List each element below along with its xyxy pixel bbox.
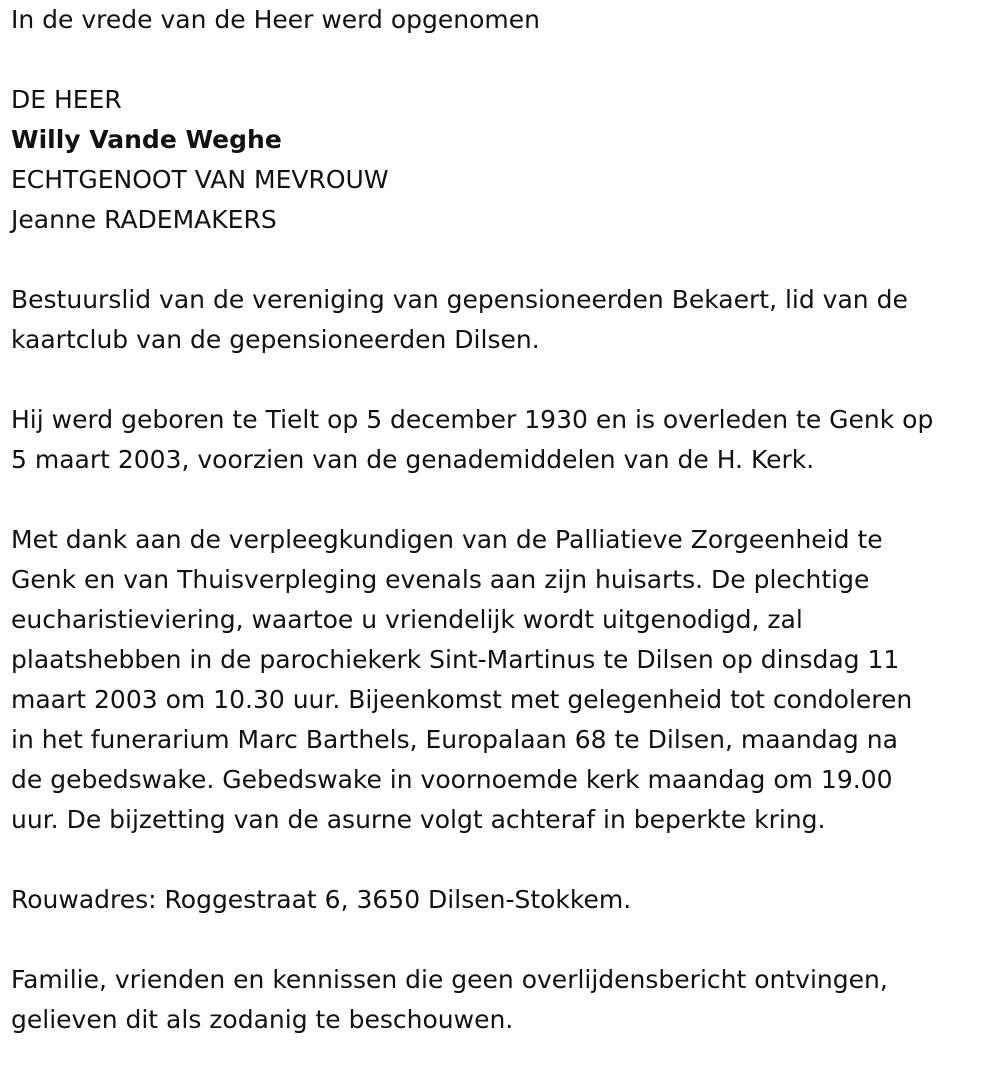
paragraph-line: Bestuurslid van de vereniging van gepensioneerden Bekaert, lid van de xyxy=(11,285,908,314)
obituary-notice xyxy=(11,0,996,1040)
thanks-service-paragraph xyxy=(11,520,996,840)
paragraph-line: in het funerarium Marc Barthels, Europalaan 68 te Dilsen, maandag na xyxy=(11,725,898,754)
spacer xyxy=(11,360,996,400)
paragraph-line: uur. De bijzetting van de asurne volgt achteraf in beperkte kring. xyxy=(11,805,826,834)
intro-text: In de vrede van de Heer werd opgenomen xyxy=(11,5,540,34)
closing-paragraph xyxy=(11,960,996,1040)
spacer xyxy=(11,480,996,520)
paragraph-line: plaatshebben in de parochiekerk Sint-Martinus te Dilsen op dinsdag 11 xyxy=(11,645,900,674)
spacer xyxy=(11,840,996,880)
birth-death-paragraph xyxy=(11,400,996,480)
paragraph-line: kaartclub van de gepensioneerden Dilsen. xyxy=(11,325,540,354)
paragraph-line: Hij werd geboren te Tielt op 5 december 1930 en is overleden te Genk op xyxy=(11,405,934,434)
spacer xyxy=(11,920,996,960)
spacer xyxy=(11,40,996,80)
spacer xyxy=(11,240,996,280)
spouse-name: Jeanne RADEMAKERS xyxy=(11,205,277,234)
paragraph-line: Genk en van Thuisverpleging evenals aan zijn huisarts. De plechtige xyxy=(11,565,870,594)
deceased-name: Willy Vande Weghe xyxy=(11,125,282,154)
spouse-prefix: ECHTGENOOT VAN MEVROUW xyxy=(11,165,389,194)
roles-paragraph xyxy=(11,280,996,360)
paragraph-line: 5 maart 2003, voorzien van de genademiddelen van de H. Kerk. xyxy=(11,445,815,474)
paragraph-line: de gebedswake. Gebedswake in voornoemde kerk maandag om 19.00 xyxy=(11,765,893,794)
paragraph-line: Rouwadres: Roggestraat 6, 3650 Dilsen-Stokkem. xyxy=(11,885,632,914)
paragraph-line: gelieven dit als zodanig te beschouwen. xyxy=(11,1005,514,1034)
paragraph-line: Familie, vrienden en kennissen die geen overlijdensbericht ontvingen, xyxy=(11,965,888,994)
address-paragraph xyxy=(11,880,996,920)
title-prefix: DE HEER xyxy=(11,85,122,114)
paragraph-line: eucharistieviering, waartoe u vriendelijk wordt uitgenodigd, zal xyxy=(11,605,803,634)
paragraph-line: Met dank aan de verpleegkundigen van de Palliatieve Zorgeenheid te xyxy=(11,525,883,554)
paragraph-line: maart 2003 om 10.30 uur. Bijeenkomst met gelegenheid tot condoleren xyxy=(11,685,913,714)
